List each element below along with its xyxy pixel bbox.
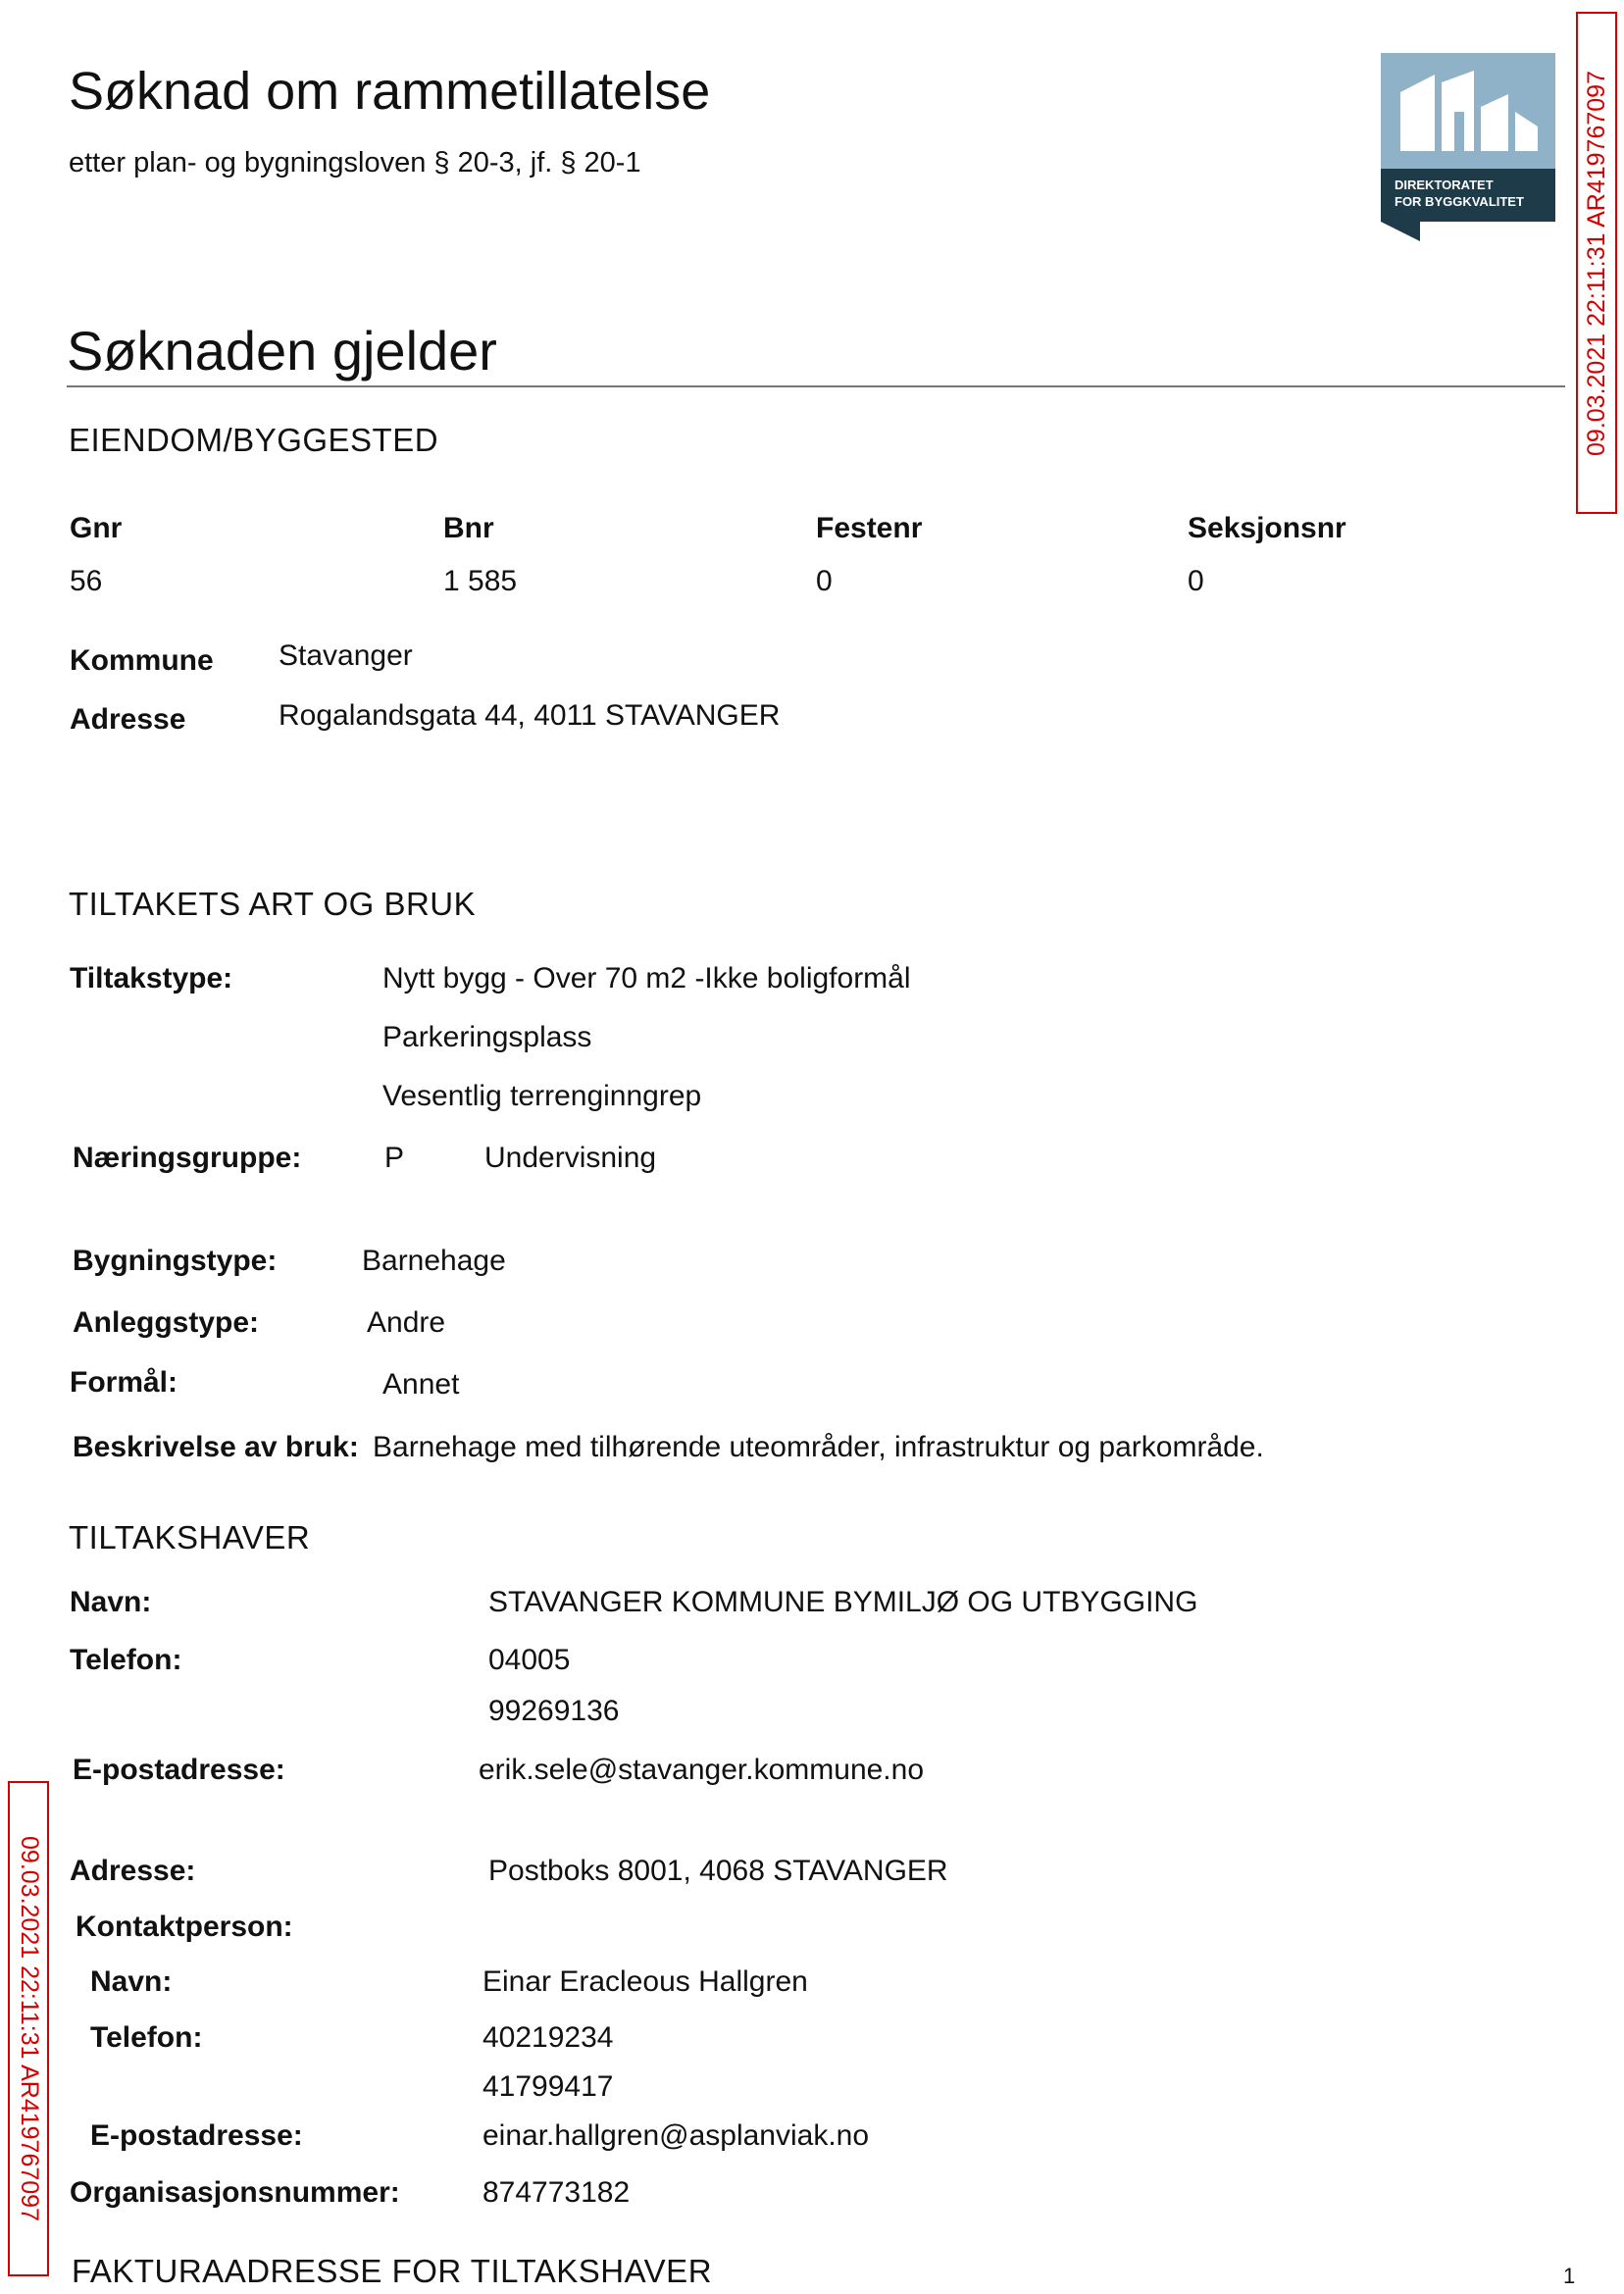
telefon-value-1: 04005 — [488, 1644, 571, 1676]
stamp-text: 09.03.2021 22:11:31 AR419767097 — [1582, 70, 1610, 456]
anleggstype-label: Anleggstype: — [73, 1306, 260, 1339]
gnr-value: 56 — [70, 565, 103, 597]
timestamp-stamp-left — [8, 1781, 49, 2276]
kontakt-epost-value: einar.hallgren@asplanviak.no — [482, 2119, 870, 2152]
festenr-value: 0 — [816, 565, 833, 597]
epost-label: E-postadresse: — [73, 1754, 285, 1786]
navn-value: STAVANGER KOMMUNE BYMILJØ OG UTBYGGING — [488, 1586, 1198, 1618]
epost-value: erik.sele@stavanger.kommune.no — [479, 1754, 925, 1786]
dibk-logo-graphic — [1381, 53, 1555, 241]
navn-label: Navn: — [70, 1586, 152, 1618]
tiltakstype-2: Parkeringsplass — [382, 1021, 592, 1053]
dibk-logo — [1381, 53, 1555, 241]
orgnr-label: Organisasjonsnummer: — [70, 2176, 400, 2209]
section-tiltakshaver: TILTAKSHAVER — [69, 1519, 311, 1555]
section-eiendom: EIENDOM/BYGGESTED — [69, 422, 439, 458]
bnr-value: 1 585 — [443, 565, 518, 597]
bygningstype-value: Barnehage — [362, 1245, 506, 1277]
kontakt-telefon-label: Telefon: — [90, 2021, 203, 2054]
adresse-value: Rogalandsgata 44, 4011 STAVANGER — [279, 699, 781, 732]
document-title: Søknad om rammetillatelse — [69, 62, 711, 121]
timestamp-stamp-right — [1576, 12, 1617, 514]
kontakt-navn-value: Einar Eracleous Hallgren — [482, 1965, 808, 1998]
naeringsgruppe-text: Undervisning — [484, 1142, 657, 1174]
stamp-text: 09.03.2021 22:11:31 AR419767097 — [15, 1836, 43, 2221]
kommune-label: Kommune — [70, 644, 214, 677]
kontakt-telefon-value-1: 40219234 — [482, 2021, 614, 2054]
kontakt-telefon-value-2: 41799417 — [482, 2070, 614, 2103]
tiltakstype-1: Nytt bygg - Over 70 m2 -Ikke boligformål — [382, 962, 911, 994]
seksjonsnr-value: 0 — [1188, 565, 1204, 597]
tiltakshaver-adresse-value: Postboks 8001, 4068 STAVANGER — [488, 1855, 948, 1887]
formal-value: Annet — [382, 1368, 460, 1401]
tiltakstype-label: Tiltakstype: — [70, 962, 233, 994]
section-fakturaadresse: FAKTURAADRESSE FOR TILTAKSHAVER — [72, 2253, 713, 2289]
kontaktperson-label: Kontaktperson: — [76, 1911, 293, 1943]
section-tiltakets-art: TILTAKETS ART OG BRUK — [69, 886, 477, 922]
anleggstype-value: Andre — [367, 1306, 446, 1339]
kontakt-epost-label: E-postadresse: — [90, 2119, 303, 2152]
col-seksjonsnr-label: Seksjonsnr — [1188, 512, 1346, 544]
beskrivelse-value: Barnehage med tilhørende uteområder, infrastruktur og parkområde. — [373, 1431, 1264, 1463]
telefon-label: Telefon: — [70, 1644, 182, 1676]
telefon-value-2: 99269136 — [488, 1695, 620, 1727]
col-bnr-label: Bnr — [443, 512, 494, 544]
page-number: 1 — [1563, 2264, 1576, 2288]
bygningstype-label: Bygningstype: — [73, 1245, 278, 1277]
formal-label: Formål: — [70, 1366, 178, 1399]
adresse-label: Adresse — [70, 703, 186, 736]
kommune-value: Stavanger — [279, 639, 413, 672]
col-festenr-label: Festenr — [816, 512, 923, 544]
orgnr-value: 874773182 — [482, 2176, 631, 2209]
beskrivelse-label: Beskrivelse av bruk: — [73, 1431, 359, 1463]
col-gnr-label: Gnr — [70, 512, 123, 544]
naeringsgruppe-label: Næringsgruppe: — [73, 1142, 302, 1174]
naeringsgruppe-code: P — [384, 1142, 405, 1174]
kontakt-navn-label: Navn: — [90, 1965, 173, 1998]
tiltakshaver-adresse-label: Adresse: — [70, 1855, 196, 1887]
heading-soknaden-gjelder: Søknaden gjelder — [67, 320, 497, 382]
logo-text-line2: FOR BYGGKVALITET — [1395, 194, 1524, 209]
tiltakstype-3: Vesentlig terrenginngrep — [382, 1080, 702, 1112]
logo-text-line1: DIREKTORATET — [1395, 178, 1494, 192]
document-subtitle: etter plan- og bygningsloven § 20-3, jf. § 20-1 — [69, 147, 641, 178]
heading-divider — [67, 385, 1565, 387]
